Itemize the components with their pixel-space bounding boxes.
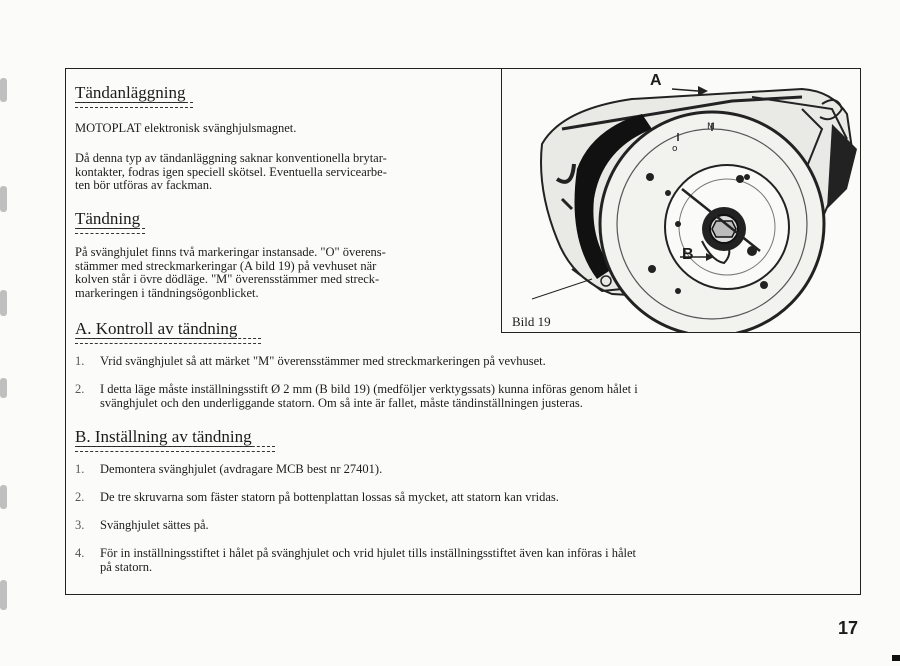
label-a: A <box>650 72 662 89</box>
figure-bild-19 <box>501 68 861 333</box>
heading-underline <box>75 228 145 234</box>
binding-mark <box>0 580 7 610</box>
heading-kontroll: A. Kontroll av tändning <box>75 319 238 338</box>
svg-text:M: M <box>707 122 715 132</box>
heading-underline <box>75 338 261 344</box>
page-number: 17 <box>838 618 859 638</box>
corner-mark <box>892 655 900 661</box>
subtitle-motoplat: MOTOPLAT elektronisk svänghjulsmagnet. <box>75 121 297 135</box>
binding-mark <box>0 186 7 212</box>
figure-caption: Bild 19 <box>512 314 551 329</box>
binding-mark <box>0 290 7 316</box>
heading-installning: B. Inställning av tändning <box>75 427 252 446</box>
tandanlaggning-body: Då denna typ av tändanläggning saknar konventionella brytar- kontakter, fodras igen speciell skötsel. Eventuella servicearbe- ten bör utföras av fackman. <box>75 151 387 192</box>
svg-text:o: o <box>672 144 678 154</box>
heading-tandning: Tändning <box>75 209 141 228</box>
heading-underline <box>75 446 275 452</box>
binding-mark <box>0 78 7 102</box>
flywheel-illustration <box>502 69 861 333</box>
heading-underline <box>75 102 193 108</box>
binding-mark <box>0 485 7 509</box>
heading-tandanlaggning: Tändanläggning <box>75 83 186 102</box>
tandning-body: På svänghjulet finns två markeringar instansade. "O" överens- stämmer med streckmarkeringar (A bild 19) på vevhuset när kolven står i övre dödläge. "M" överensstämmer med streck- markeringen i tändningsögonblicket. <box>75 245 386 300</box>
label-b: B <box>682 246 694 263</box>
binding-mark <box>0 378 7 398</box>
